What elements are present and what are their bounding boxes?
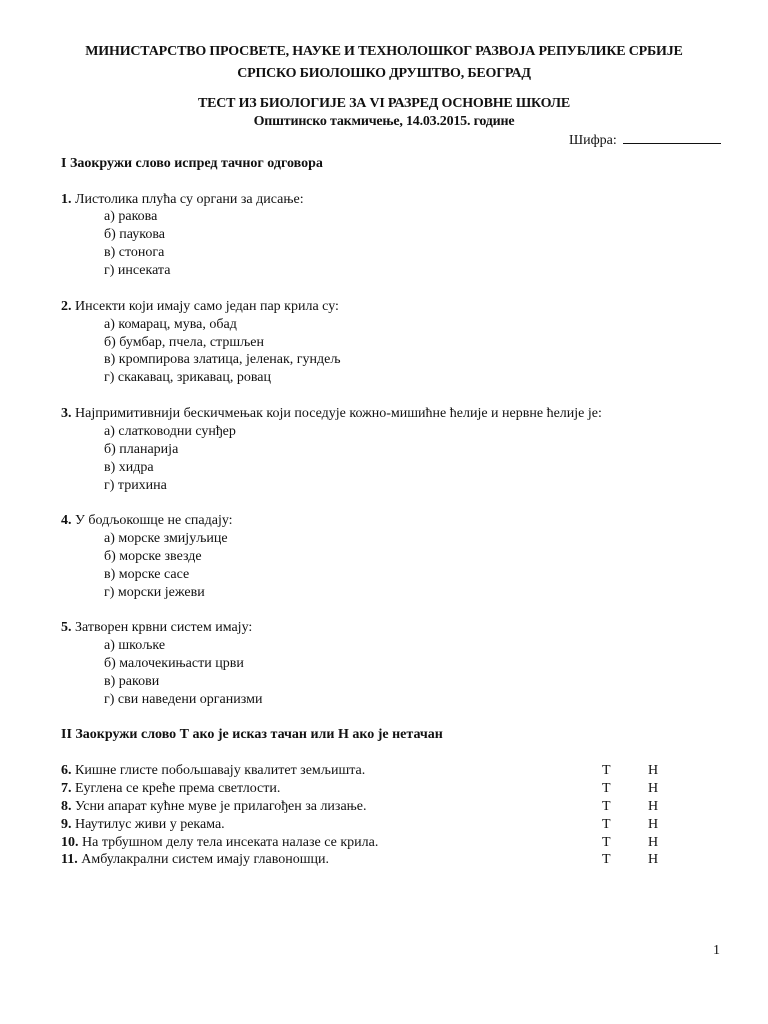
false-option[interactable]: Н [648,817,659,832]
answer-option[interactable]: б) бумбар, пчела, стршљен [104,335,265,350]
question-text: Најпримитивнији бескичмењак који поседује кожно-мишићне ћелије и нервне ћелије је: [71,406,602,421]
question-number: 8. [61,799,72,814]
question-number: 6. [61,763,72,778]
false-option[interactable]: Н [648,763,659,778]
question-number: 2. [61,299,72,314]
question-number: 11. [61,852,78,867]
question-number: 3. [61,406,72,421]
question-4 [61,513,233,529]
question-1 [61,192,304,208]
statement-text: Усни апарат кућне муве је прилагођен за лизање. [71,799,367,814]
society-heading: СРПСКО БИОЛОШКО ДРУШТВО, БЕОГРАД [237,66,531,81]
competition-subtitle: Општинско такмичење, 14.03.2015. године [253,114,515,129]
false-option[interactable]: Н [648,781,659,796]
true-false-row [61,781,701,799]
false-option[interactable]: Н [648,835,659,850]
answer-option[interactable]: г) сви наведени организми [104,692,263,707]
answer-option[interactable]: в) морске сасе [104,567,190,582]
question-number: 5. [61,620,72,635]
true-false-row [61,835,701,853]
answer-option[interactable]: в) стонога [104,245,165,260]
test-title: ТЕСТ ИЗ БИОЛОГИЈЕ ЗА VI РАЗРЕД ОСНОВНЕ ШКОЛЕ [197,96,571,111]
question-3 [61,406,602,422]
true-option[interactable]: Т [602,781,611,796]
statement [61,817,225,833]
true-false-row [61,852,701,870]
true-false-row [61,763,701,781]
question-text: У бодљокошце не спадају: [71,513,233,528]
true-option[interactable]: Т [602,817,611,832]
statement-text: Амбулакрални систем имају главоношци. [77,852,329,867]
answer-option[interactable]: б) малочекињасти црви [104,656,244,671]
answer-option[interactable]: а) морске змијуљице [104,531,228,546]
false-option[interactable]: Н [648,852,659,867]
statement-text: Наутилус живи у рекама. [71,817,225,832]
cipher-field [569,131,721,149]
question-number: 7. [61,781,72,796]
answer-option[interactable]: а) ракова [104,209,158,224]
section-1-title: I Заокружи слово испред тачног одговора [61,156,323,171]
question-number: 1. [61,192,72,207]
answer-option[interactable]: а) шкољке [104,638,166,653]
statement [61,799,367,815]
statement [61,763,365,779]
statement-text: Еуглена се креће према светлости. [71,781,281,796]
statement [61,835,378,851]
question-text: Затворен крвни систем имају: [71,620,253,635]
question-text: Листолика плућа су органи за дисање: [71,192,304,207]
answer-option[interactable]: г) морски јежеви [104,585,205,600]
question-text: Инсекти који имају само један пар крила су: [71,299,339,314]
ministry-heading: МИНИСТАРСТВО ПРОСВЕТЕ, НАУКЕ И ТЕХНОЛОШКОГ РАЗВОЈА РЕПУБЛИКЕ СРБИЈЕ [85,44,683,59]
answer-option[interactable]: а) комарац, мува, обад [104,317,237,332]
true-false-row [61,817,701,835]
true-option[interactable]: Т [602,835,611,850]
question-5 [61,620,252,636]
answer-option[interactable]: б) планарија [104,442,179,457]
cipher-blank-line[interactable] [623,131,721,144]
statement-text: На трбушном делу тела инсеката налазе се крила. [78,835,379,850]
question-number: 9. [61,817,72,832]
answer-option[interactable]: а) слатководни сунђер [104,424,236,439]
answer-option[interactable]: г) трихина [104,478,167,493]
statement [61,781,280,797]
statement-text: Кишне глисте побољшавају квалитет земљишта. [71,763,366,778]
question-number: 4. [61,513,72,528]
statement [61,852,329,868]
page-number: 1 [713,943,720,958]
answer-option[interactable]: г) скакавац, зрикавац, ровац [104,370,271,385]
false-option[interactable]: Н [648,799,659,814]
true-option[interactable]: Т [602,763,611,778]
section-2-title: II Заокружи слово Т ако је исказ тачан или Н ако је нетачан [61,727,443,742]
answer-option[interactable]: в) ракови [104,674,160,689]
cipher-label: Шифра: [569,133,617,148]
question-2 [61,299,339,315]
true-option[interactable]: Т [602,799,611,814]
true-false-row [61,799,701,817]
answer-option[interactable]: б) паукова [104,227,166,242]
answer-option[interactable]: г) инсеката [104,263,171,278]
answer-option[interactable]: в) хидра [104,460,154,475]
true-option[interactable]: Т [602,852,611,867]
answer-option[interactable]: в) кромпирова златица, јеленак, гундељ [104,352,341,367]
question-number: 10. [61,835,79,850]
answer-option[interactable]: б) морске звезде [104,549,202,564]
